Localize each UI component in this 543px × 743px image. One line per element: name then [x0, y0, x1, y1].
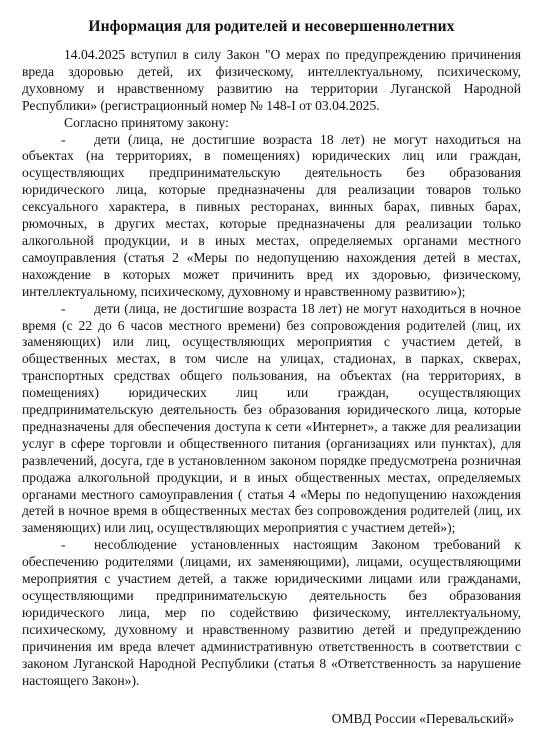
document-title: Информация для родителей и несовершеннолетних	[88, 18, 455, 35]
bullet-item-2	[22, 301, 521, 538]
bullet-dash: -	[61, 300, 66, 316]
bullet-dash: -	[61, 131, 66, 147]
bullet-item-3	[22, 537, 521, 689]
intro-paragraph: 14.04.2025 вступил в силу Закон "О мерах по предупреждению причинения вреда здоровью детей, их физическому, интеллектуальному, психическому, духовному и нравственному развитию на территории Луганской Народной Республики» (регистрационный номер № 148-I от 03.04.2025.	[22, 47, 521, 113]
bullet-text: несоблюдение установленных настоящим Законом требований к обеспечению родителями (лицами, их заменяющими), лицами, осуществляющими мероприятия с участием детей, а также юридическими лицами или гражданами, осуществляющими предпринимательскую деятельность без образования юридического лица, мер по содействию физическому, интеллектуальному, психическому, духовному и нравственному развитию детей и предупреждению причинения им вреда влечет административную ответственность в соответствии с законом Луганской Народной Республики (статья 8 «Ответственность за нарушение настоящего Закон»).	[22, 537, 521, 688]
bullet-item-1	[22, 132, 521, 301]
lead-paragraph: Согласно принятому закону:	[64, 114, 229, 130]
bullet-dash: -	[61, 537, 66, 553]
bullet-text: дети (лица, не достигшие возраста 18 лет) не могут находиться в ночное время (с 22 до 6 часов местного времени) без сопровождения родителей (лиц, их заменяющих) или лиц, осуществляющих мероприятия с участием детей, в общественных местах, в том числе на улицах, стадионах, в парках, скверах, транспортных средствах общего пользования, на объектах (на территориях, в помещениях) юридических лиц или граждан, осуществляющих предпринимательскую деятельность без образования юридического лица, которые предназначены для обеспечения доступа к сети «Интернет», а также для реализации услуг в сфере торговли и общественного питания (организациях или пунктах), для развлечений, досуга, где в установленном законом порядке предусмотрена розничная продажа алкогольной продукции, и в иных общественных местах, определяемых органами местного самоуправления ( статья 4 «Меры по недопущению нахождения детей в ночное время в общественных местах без сопровождения родителей (лиц, их заменяющих) или лиц, осуществляющих мероприятия с участием детей»);	[22, 300, 521, 536]
bullet-text: дети (лица, не достигшие возраста 18 лет) не могут находиться на объектах (на территориях, в помещениях) юридических лиц или граждан, осуществляющих предпринимательскую деятельность без образования юридического лица, которые предназначены для реализации товаров только сексуального характера, в пивных ресторанах, винных барах, пивных барах, рюмочных, в других местах, которые предназначены для реализации только алкогольной продукции, и в иных местах, определяемых органами местного самоуправления (статья 2 «Меры по недопущению нахождения детей в местах, нахождение в которых может причинить вред их здоровью, физическому, интеллектуальному, психическому, духовному и нравственному развитию»);	[22, 131, 521, 299]
signature: ОМВД России «Перевальский»	[331, 711, 514, 726]
